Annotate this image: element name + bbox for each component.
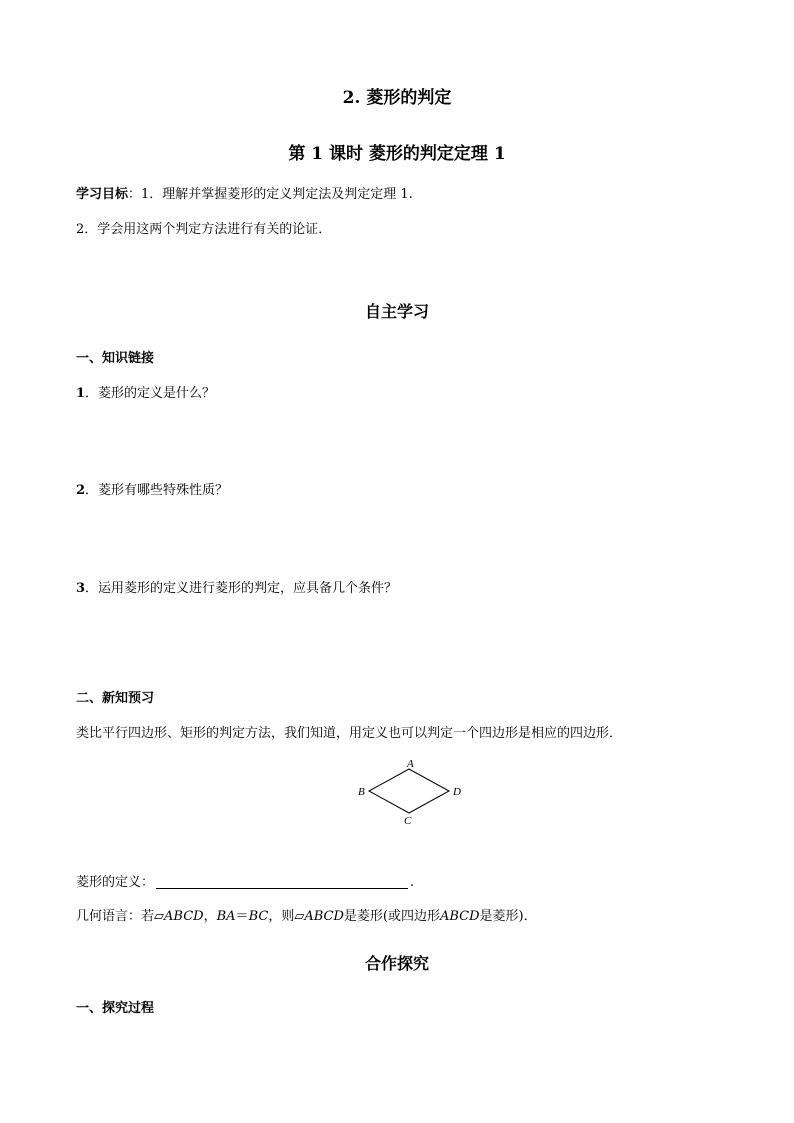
- geometry-language: [76, 908, 537, 926]
- geo-eq: ＝: [235, 909, 249, 924]
- geo-abcd-3: ABCD: [439, 909, 480, 924]
- question-2-text: ．菱形有哪些特殊性质？: [85, 483, 229, 498]
- learning-goals: [76, 186, 413, 204]
- goals-sep: ：: [128, 187, 142, 202]
- question-3-text: ．运用菱形的定义进行菱形的判定，应具备几个条件？: [85, 581, 398, 596]
- lesson-title: 第 1 课时 菱形的判定定理 1: [288, 144, 506, 164]
- rhombus-figure: [352, 756, 472, 832]
- goals-item-2: 2．学会用这两个判定方法进行有关的论证．: [76, 222, 332, 237]
- definition-blank[interactable]: [156, 874, 408, 889]
- geo-is-rhombus-end: 是菱形)．: [479, 909, 537, 924]
- question-3-number: 3: [76, 581, 86, 596]
- geo-abcd-2: ABCD: [304, 909, 344, 924]
- page-title: 2. 菱形的判定: [342, 88, 452, 108]
- goals-label: 学习目标: [76, 187, 129, 202]
- question-1-number: 1: [76, 386, 86, 401]
- geo-comma: ，: [203, 909, 217, 924]
- para-symbol-2: ▱: [294, 909, 305, 924]
- definition-line: [76, 874, 414, 892]
- geo-ba: BA: [216, 909, 236, 924]
- vertex-label-d: D: [453, 786, 461, 798]
- preview-intro: 类比平行四边形、矩形的判定方法，我们知道，用定义也可以判定一个四边形是相应的四边形．: [76, 726, 623, 741]
- question-2: [76, 482, 228, 500]
- vertex-label-a: A: [407, 758, 414, 770]
- geo-then: ，则: [268, 909, 295, 924]
- rhombus-shape: [369, 769, 449, 813]
- section-heading-self-study: 自主学习: [364, 302, 429, 321]
- geo-abcd-1: ABCD: [164, 909, 204, 924]
- section-heading-cooperative: 合作探究: [364, 954, 429, 973]
- part-heading-knowledge-link: 一、知识链接: [76, 351, 155, 366]
- question-1-text: ．菱形的定义是什么？: [85, 386, 216, 401]
- geo-prefix: 几何语言：若: [76, 909, 155, 924]
- question-2-number: 2: [76, 483, 86, 498]
- geo-is-rhombus: 是菱形(或四边形: [343, 909, 440, 924]
- definition-end: .: [410, 875, 415, 890]
- part-heading-preview: 二、新知预习: [76, 691, 155, 706]
- vertex-label-b: B: [358, 786, 365, 798]
- question-3: [76, 580, 397, 598]
- part-heading-exploration: 一、探究过程: [76, 1001, 155, 1016]
- geo-bc: BC: [248, 909, 269, 924]
- vertex-label-c: C: [404, 815, 412, 827]
- para-symbol: ▱: [154, 909, 165, 924]
- definition-label: 菱形的定义：: [76, 875, 155, 890]
- goals-item-1: 1．理解并掌握菱形的定义判定法及判定定理 1.: [141, 187, 413, 202]
- question-1: [76, 385, 215, 403]
